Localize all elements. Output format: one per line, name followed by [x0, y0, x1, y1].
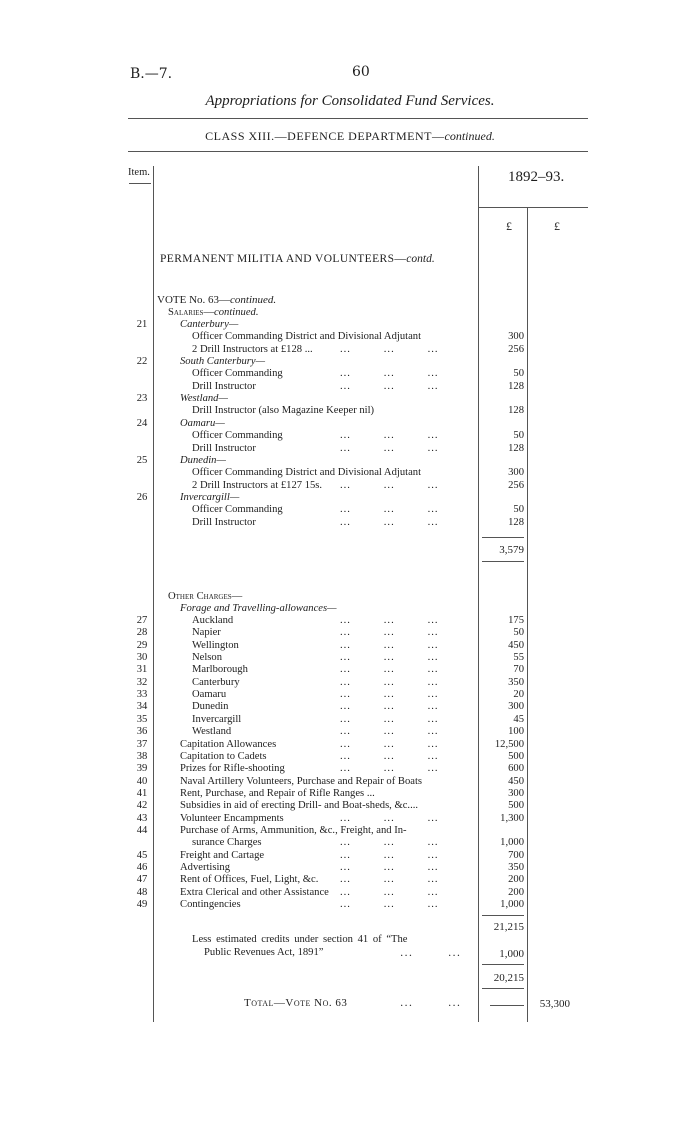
row-label: Dunedin— [180, 454, 226, 466]
table-row [0, 443, 700, 455]
item-number: 30 [136, 652, 148, 664]
row-amount: 600 [508, 763, 524, 775]
row-amount: 45 [513, 713, 524, 725]
item-number: 47 [136, 874, 148, 886]
table-row [0, 627, 700, 639]
table-row [0, 368, 700, 380]
row-amount: 128 [508, 516, 524, 528]
row-label: 2 Drill Instructors at £127 15s. [192, 479, 323, 491]
less-credits-dots: ... ... [400, 947, 462, 959]
row-amount: 300 [508, 701, 524, 713]
leader-dots: ... ... ... [340, 615, 439, 626]
row-label: Invercargill— [180, 491, 240, 503]
table-row [0, 356, 700, 368]
row-amount: 20 [513, 689, 524, 701]
row-label: South Canterbury— [180, 356, 266, 368]
section-title-text: PERMANENT MILITIA AND VOLUNTEERS— [160, 253, 407, 265]
forage-heading: Forage and Travelling-allowances— [180, 603, 337, 614]
row-amount: 350 [508, 862, 524, 873]
row-amount: 1,000 [500, 899, 524, 911]
item-number: 45 [136, 849, 148, 861]
row-label: Napier [192, 627, 221, 639]
item-number: 42 [136, 800, 148, 812]
row-amount: 450 [508, 775, 524, 787]
row-label: Volunteer Encampments [180, 812, 284, 824]
table-row [0, 776, 700, 788]
class-title-continued: continued. [444, 129, 495, 143]
row-amount: 55 [513, 652, 524, 664]
row-amount: 256 [508, 343, 524, 355]
row-label: Westland [192, 726, 232, 738]
item-number: 48 [136, 886, 148, 898]
leader-dots: ... ... ... [340, 368, 439, 380]
table-row [0, 504, 700, 516]
item-number: 43 [136, 812, 148, 824]
item-number: 21 [136, 319, 148, 330]
item-number: 25 [136, 454, 148, 466]
row-amount: 50 [513, 504, 524, 516]
grand-total-dots: ... ... [400, 997, 462, 1009]
leader-dots: ... ... ... [340, 664, 439, 676]
table-row [0, 615, 700, 627]
row-amount: 200 [508, 886, 524, 898]
table-row [0, 899, 700, 911]
table-row [0, 405, 700, 417]
other-charges-total: 20,215 [493, 972, 524, 984]
row-amount: 70 [513, 664, 524, 676]
leader-dots: ... ... ... [340, 343, 439, 355]
row-label: Extra Clerical and other Assistance [180, 886, 329, 898]
leader-dots: ... ... ... [340, 442, 439, 454]
row-label: Canterbury [192, 676, 240, 688]
row-label: Officer Commanding District and Divisional Adjutant [192, 467, 422, 479]
row-label: Oamaru [192, 689, 227, 701]
class-rule [128, 151, 588, 152]
salaries-total-rule-top [482, 537, 524, 538]
table-row [0, 664, 700, 676]
row-label: Drill Instructor [192, 442, 256, 454]
leader-dots: ... ... ... [340, 726, 439, 738]
less-credits-line2: Public Revenues Act, 1891” [204, 947, 324, 958]
leader-dots: ... ... ... [340, 837, 439, 849]
item-number: 29 [136, 639, 148, 651]
class-title [0, 129, 700, 144]
salaries-label: Salaries— [168, 307, 215, 318]
row-label: Rent, Purchase, and Repair of Rifle Ranges ... [180, 787, 375, 799]
item-number: 28 [136, 627, 148, 639]
item-number: 32 [136, 676, 148, 688]
vote-label: VOTE No. 63— [157, 294, 231, 306]
row-label: Officer Commanding District and Divisional Adjutant [192, 331, 422, 343]
leader-dots: ... ... ... [340, 763, 439, 775]
table-row [0, 517, 700, 529]
table-row [0, 331, 700, 343]
leader-dots: ... ... ... [340, 639, 439, 651]
table-row [0, 751, 700, 763]
salaries-continued: continued. [214, 307, 259, 318]
table-row [0, 381, 700, 393]
table-row [0, 319, 700, 331]
salaries-total: 3,579 [499, 544, 524, 556]
less-credits-amount: 1,000 [499, 948, 524, 960]
row-amount: 300 [508, 787, 524, 799]
less-credits-line1: Less estimated credits under section 41 of “The [192, 934, 408, 945]
leader-dots: ... ... ... [340, 886, 439, 898]
leader-dots: ... ... ... [340, 812, 439, 824]
table-row [0, 677, 700, 689]
document-reference: B.—7. [130, 66, 173, 82]
row-label: Dunedin [192, 701, 229, 713]
class-title-text: CLASS XIII.—DEFENCE DEPARTMENT— [205, 129, 445, 143]
grand-total-amount: 53,300 [539, 998, 570, 1010]
col2-unit: £ [554, 219, 560, 233]
salaries-heading [168, 307, 258, 318]
leader-dots: ... ... ... [340, 701, 439, 713]
leader-dots: ... ... ... [340, 750, 439, 762]
row-amount: 500 [508, 750, 524, 762]
leader-dots: ... ... ... [340, 627, 439, 639]
other-charges-subtotal: 21,215 [493, 921, 524, 933]
year-header: 1892–93. [508, 169, 565, 185]
table-row [0, 726, 700, 738]
item-number: 26 [136, 491, 148, 503]
item-number: 49 [136, 899, 148, 911]
row-label: Contingencies [180, 899, 241, 911]
row-label: Invercargill [192, 713, 242, 725]
leader-dots: ... ... ... [340, 874, 439, 886]
row-label: Drill Instructor (also Magazine Keeper nil) [192, 405, 375, 417]
col1-unit: £ [506, 219, 512, 233]
row-amount: 128 [508, 405, 524, 417]
row-label: Nelson [192, 652, 223, 664]
row-label: Drill Instructor [192, 380, 256, 392]
leader-dots: ... ... ... [340, 504, 439, 516]
salaries-total-rule-bottom [482, 561, 524, 562]
row-amount: 450 [508, 639, 524, 651]
table-row [0, 640, 700, 652]
table-row [0, 813, 700, 825]
leader-dots: ... ... ... [340, 849, 439, 861]
other-charges-heading: Other Charges— [168, 591, 243, 602]
table-row [0, 418, 700, 430]
item-header-underline [129, 183, 151, 184]
table-row [0, 467, 700, 479]
row-amount: 175 [508, 615, 524, 626]
table-row [0, 480, 700, 492]
row-label: Subsidies in aid of erecting Drill- and Boat-sheds, &c.... [180, 800, 419, 812]
table-row [0, 887, 700, 899]
row-amount: 50 [513, 430, 524, 442]
row-label: Prizes for Rifle-shooting [180, 763, 285, 775]
row-label: Canterbury— [180, 319, 239, 330]
page-title: Appropriations for Consolidated Fund Services. [205, 93, 495, 109]
row-amount: 1,000 [500, 837, 524, 849]
row-label: Advertising [180, 862, 231, 873]
table-row [0, 788, 700, 800]
leader-dots: ... ... ... [340, 430, 439, 442]
net-total-rule-bottom [482, 988, 524, 989]
row-amount: 256 [508, 479, 524, 491]
table-row [0, 714, 700, 726]
row-label: Drill Instructor [192, 516, 256, 528]
row-amount: 128 [508, 380, 524, 392]
table-row [0, 837, 700, 849]
leader-dots: ... ... ... [340, 689, 439, 701]
vote-continued: continued. [230, 294, 277, 306]
item-number: 44 [136, 824, 148, 836]
leader-dots: ... ... ... [340, 862, 439, 873]
row-amount: 128 [508, 442, 524, 454]
row-label: Rent of Offices, Fuel, Light, &c. [180, 874, 319, 886]
item-number: 40 [136, 775, 148, 787]
page-number: 60 [352, 64, 370, 80]
item-number: 38 [136, 750, 148, 762]
row-label: Marlborough [192, 664, 248, 676]
row-label: Wellington [192, 639, 239, 651]
item-number: 39 [136, 763, 148, 775]
net-total-rule-top [482, 964, 524, 965]
grand-total-label: Total—Vote No. 63 [244, 997, 348, 1009]
leader-dots: ... ... ... [340, 479, 439, 491]
table-row [0, 874, 700, 886]
row-amount: 500 [508, 800, 524, 812]
item-column-header: Item. [128, 167, 150, 178]
table-row [0, 800, 700, 812]
item-number: 27 [136, 615, 148, 626]
row-amount: 12,500 [494, 738, 524, 750]
item-number: 36 [136, 726, 148, 738]
row-amount: 50 [513, 368, 524, 380]
grand-total-dash [490, 1005, 524, 1006]
table-row [0, 393, 700, 405]
row-label: Capitation Allowances [180, 738, 277, 750]
item-number: 24 [136, 417, 148, 429]
leader-dots: ... ... ... [340, 738, 439, 750]
table-row [0, 850, 700, 862]
row-amount: 100 [508, 726, 524, 738]
row-label: Oamaru— [180, 417, 225, 429]
leader-dots: ... ... ... [340, 516, 439, 528]
item-number: 35 [136, 713, 148, 725]
leader-dots: ... ... ... [340, 676, 439, 688]
table-row [0, 344, 700, 356]
table-row [0, 862, 700, 874]
item-number: 22 [136, 356, 148, 368]
item-number: 31 [136, 664, 148, 676]
subtotal-rule [482, 915, 524, 916]
row-label: Capitation to Cadets [180, 750, 267, 762]
row-label: Naval Artillery Volunteers, Purchase and Repair of Boats [180, 775, 423, 787]
row-label: surance Charges [192, 837, 262, 849]
item-number: 33 [136, 689, 148, 701]
row-label: Officer Commanding [192, 430, 283, 442]
table-row [0, 492, 700, 504]
row-label: Freight and Cartage [180, 849, 265, 861]
row-amount: 50 [513, 627, 524, 639]
item-number: 23 [136, 393, 148, 405]
row-amount: 1,300 [500, 812, 524, 824]
section-title [160, 253, 435, 265]
item-number: 34 [136, 701, 148, 713]
section-title-continued: contd. [406, 253, 435, 265]
row-label: Purchase of Arms, Ammunition, &c., Freight, and In- [180, 824, 407, 836]
table-row [0, 825, 700, 837]
table-row [0, 763, 700, 775]
table-row [0, 689, 700, 701]
title-rule [128, 118, 588, 119]
table-row [0, 652, 700, 664]
leader-dots: ... ... ... [340, 899, 439, 911]
row-label: Westland— [180, 393, 228, 405]
item-number: 46 [136, 862, 148, 873]
item-number: 41 [136, 787, 148, 799]
vote-heading [157, 294, 276, 306]
row-amount: 350 [508, 676, 524, 688]
leader-dots: ... ... ... [340, 652, 439, 664]
row-amount: 700 [508, 849, 524, 861]
row-label: Officer Commanding [192, 368, 283, 380]
row-label: Auckland [192, 615, 234, 626]
row-label: 2 Drill Instructors at £128 ... [192, 343, 313, 355]
table-row [0, 701, 700, 713]
row-amount: 200 [508, 874, 524, 886]
leader-dots: ... ... ... [340, 713, 439, 725]
item-number: 37 [136, 738, 148, 750]
table-row [0, 430, 700, 442]
table-row [0, 739, 700, 751]
table-row [0, 455, 700, 467]
year-header-rule [479, 207, 588, 208]
row-label: Officer Commanding [192, 504, 283, 516]
leader-dots: ... ... ... [340, 380, 439, 392]
row-amount: 300 [508, 467, 524, 479]
row-amount: 300 [508, 331, 524, 343]
